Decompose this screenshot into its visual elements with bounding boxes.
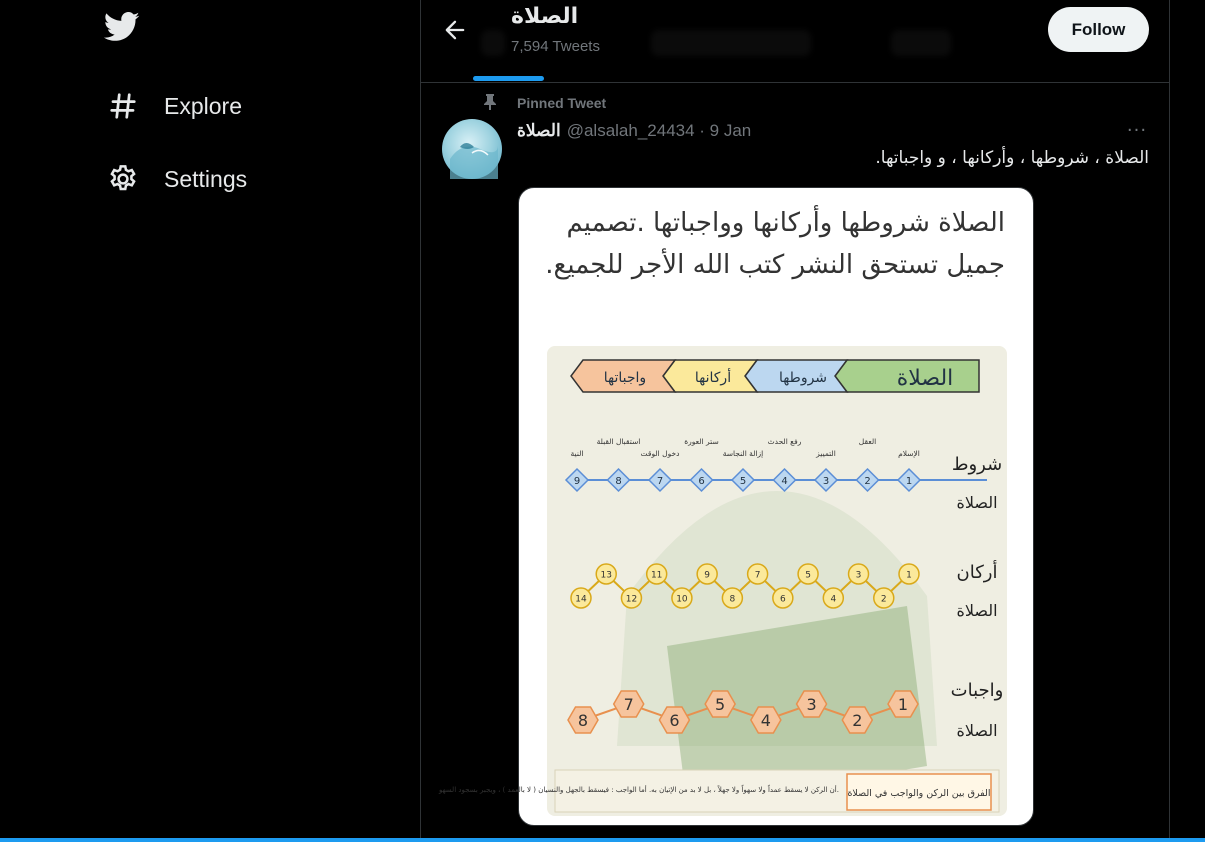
tab-indicator — [473, 76, 544, 81]
shurut-number: 1 — [905, 476, 913, 487]
pinned-row — [483, 94, 606, 112]
tweet-meta — [517, 121, 751, 141]
arkan-number: 6 — [779, 594, 786, 605]
gear-icon — [104, 160, 142, 198]
shurut-number: 7 — [656, 476, 664, 487]
shurut-number: 2 — [864, 476, 871, 487]
shurut-number: 5 — [739, 476, 747, 487]
nav-explore-label: Explore — [164, 92, 242, 119]
handle-date[interactable]: @alsalah_24434 · 9 Jan — [566, 121, 752, 140]
row-title: شروط — [951, 454, 1003, 475]
wajibat-number: 2 — [852, 711, 863, 730]
row-title: واجبات — [950, 680, 1004, 701]
pin-icon — [483, 94, 499, 112]
wajibat-number: 4 — [760, 711, 771, 730]
more-options-icon[interactable]: ··· — [1126, 120, 1148, 141]
footer-title: الفرق بين الركن والواجب في الصلاة — [847, 788, 991, 799]
arkan-number: 10 — [676, 594, 688, 605]
shurut-label: النية — [570, 449, 584, 458]
nav-explore[interactable] — [104, 84, 242, 128]
arkan-number: 4 — [830, 594, 837, 605]
banner — [571, 360, 979, 392]
shurut-number: 4 — [781, 476, 788, 487]
arkan-number: 12 — [625, 594, 638, 605]
hashtag-icon — [104, 87, 142, 125]
shurut-number: 3 — [822, 476, 830, 487]
poster-caption: الصلاة شروطها وأركانها وواجباتها .تصميم جميل تستحق النشر كتب الله الأجر للجميع. — [545, 208, 1005, 280]
display-name[interactable]: الصلاة — [517, 121, 561, 140]
shurut-label: إزالة النجاسة — [722, 449, 764, 458]
arkan-number: 9 — [704, 570, 711, 581]
arkan-number: 7 — [754, 570, 761, 581]
shurut-row — [566, 437, 920, 491]
profile-header — [421, 0, 1170, 83]
arkan-number: 13 — [600, 570, 612, 581]
left-nav — [0, 0, 420, 842]
wajibat-number: 3 — [806, 695, 817, 714]
row-title: أركان — [956, 562, 998, 583]
arkan-number: 5 — [805, 570, 811, 581]
wajibat-number: 7 — [623, 695, 634, 714]
blurred-background — [891, 30, 951, 56]
shurut-number: 8 — [615, 476, 622, 487]
arkan-number: 14 — [575, 594, 587, 605]
twitter-logo-icon[interactable] — [104, 12, 144, 52]
shurut-label: العقل — [858, 437, 877, 446]
row-title: الصلاة — [956, 493, 998, 512]
arkan-number: 1 — [906, 570, 912, 581]
avatar[interactable] — [442, 119, 502, 179]
shurut-label: الإسلام — [898, 449, 920, 458]
arkan-number: 11 — [650, 570, 663, 581]
nav-settings[interactable] — [104, 157, 247, 201]
wajibat-number: 6 — [669, 711, 680, 730]
row-title: الصلاة — [956, 721, 998, 740]
wajibat-number: 5 — [715, 695, 726, 714]
shurut-number: 9 — [573, 476, 581, 487]
nav-settings-label: Settings — [164, 165, 248, 192]
infographic-graphic — [438, 346, 1007, 816]
arkan-number: 8 — [729, 594, 736, 605]
banner-label: الصلاة — [896, 366, 954, 391]
tweet-image[interactable] — [438, 187, 1034, 826]
profile-title: الصلاة — [511, 4, 579, 29]
pinned-label: Pinned Tweet — [517, 95, 607, 111]
banner-label: أركانها — [694, 370, 732, 386]
shurut-label: رفع الحدث — [767, 437, 802, 446]
footer-text: أن الركن لا يسقط عمداً ولا سهواً ولا جهلاً ، بل لا بد من الإتيان به. أما الواجب : فيسقط بالجهل والنسيان ( لا بالعمد ) ، ويجبر بسجود السهو. — [438, 786, 839, 794]
tweet-text: الصلاة ، شروطها ، وأركانها ، و واجباتها. — [875, 148, 1149, 168]
shurut-label: التمييز — [816, 449, 836, 458]
back-arrow-icon[interactable] — [441, 16, 469, 44]
banner-label: شروطها — [778, 370, 828, 386]
banner-label: واجباتها — [603, 370, 647, 386]
wajibat-number: 8 — [577, 711, 589, 730]
shurut-label: ستر العورة — [684, 437, 719, 446]
shurut-label: استقبال القبلة — [596, 437, 641, 446]
blurred-background — [651, 30, 811, 56]
tweet-count: 7,594 Tweets — [511, 38, 600, 55]
follow-button[interactable]: Follow — [1048, 7, 1149, 52]
shurut-number: 6 — [698, 476, 705, 487]
profile-column — [420, 0, 1170, 842]
shurut-label: دخول الوقت — [640, 449, 680, 458]
infographic — [438, 346, 1007, 816]
blurred-background — [481, 30, 505, 56]
arkan-number: 3 — [855, 570, 862, 581]
wajibat-number: 1 — [897, 695, 909, 714]
row-title: الصلاة — [956, 601, 998, 620]
arkan-number: 2 — [880, 594, 887, 605]
bottom-bar — [0, 838, 1205, 842]
